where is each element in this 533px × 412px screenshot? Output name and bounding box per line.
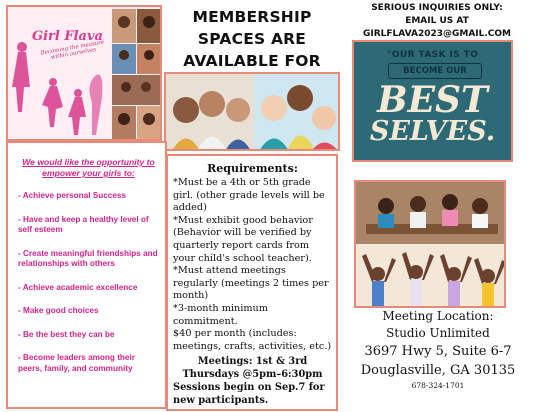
requirements-heading: Requirements: bbox=[207, 162, 298, 175]
logo-tagline: Becoming the measure within ourselves bbox=[40, 39, 105, 61]
girls-photo-strip bbox=[164, 72, 340, 151]
headline: MEMBERSHIP SPACES ARE AVAILABLE FOR bbox=[183, 8, 321, 70]
benefit-item: - Achieve personal Success bbox=[18, 191, 127, 200]
benefit-item: - Have and keep a healthy level of self esteem bbox=[18, 214, 149, 234]
meeting-times: Meetings: 1st & 3rd Thursdays @5pm–6:30pm bbox=[182, 356, 323, 381]
logo-collage bbox=[6, 5, 162, 141]
requirements-body: *Must be a 4th or 5th grade girl. (other grade levels will be added) *Must exhibit good behavior (Behavior will be verified by quarterly report cards from your child's school teacher). *Must attend meetings regularly (meetings 2 times per month) *3-month minimum commitment. $40 per month (includes: meetings, crafts, activities, etc.) bbox=[173, 177, 332, 352]
benefits-box bbox=[6, 141, 167, 409]
location-city: Douglasville, GA 30135 bbox=[360, 363, 516, 378]
benefit-item: - Be the best they can be bbox=[18, 329, 115, 339]
quote-line-1: "OUR TASK IS TO bbox=[386, 50, 479, 60]
quote-line-3: BEST bbox=[377, 79, 488, 121]
activity-photo-panel bbox=[354, 180, 506, 308]
session-start: Sessions begin on Sep.7 for new participants. bbox=[173, 382, 325, 407]
quote-line-4: SELVES. bbox=[369, 116, 496, 147]
requirements-box bbox=[166, 154, 338, 411]
location-phone: 678-324-1701 bbox=[411, 381, 465, 390]
girls-group-photo bbox=[166, 74, 340, 151]
benefits-intro: We would like the opportunity to empower your girls to: bbox=[22, 157, 155, 178]
quote-panel bbox=[352, 40, 513, 162]
benefit-item: - Become leaders among their peers, family, and community bbox=[18, 353, 135, 373]
contact-email-line: EMAIL US AT GIRLFLAVA2023@GMAIL.COM bbox=[362, 16, 512, 39]
logo-brand-name: Girl Flava bbox=[32, 29, 103, 44]
activity-photo bbox=[356, 182, 506, 308]
benefit-item: - Make good choices bbox=[18, 306, 99, 315]
quote-line-2: BECOME OUR bbox=[388, 63, 482, 79]
logo-silhouettes-image bbox=[8, 7, 162, 141]
location-name: Studio Unlimited bbox=[386, 326, 490, 340]
benefits-list bbox=[18, 191, 159, 374]
meeting-location bbox=[346, 308, 530, 391]
contact-inquiries-line: SERIOUS INQUIRIES ONLY: bbox=[371, 3, 503, 13]
benefit-item: - Create meaningful friendships and relationships with others bbox=[18, 248, 158, 268]
location-label: Meeting Location: bbox=[382, 309, 494, 323]
benefit-item: - Achieve academic excellence bbox=[18, 282, 138, 292]
location-street: 3697 Hwy 5, Suite 6-7 bbox=[364, 344, 512, 359]
